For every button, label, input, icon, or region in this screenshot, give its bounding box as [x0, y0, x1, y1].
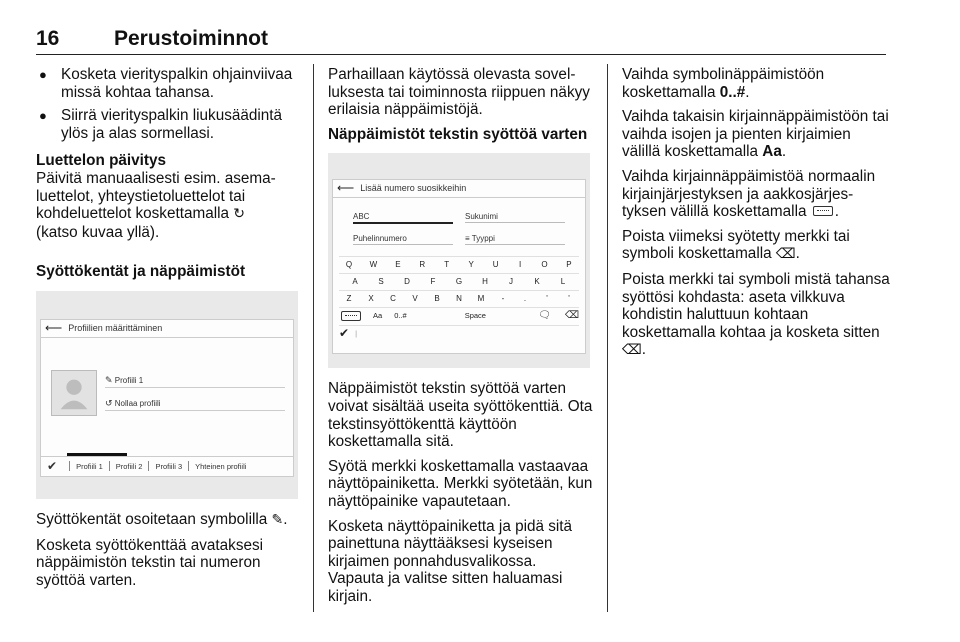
- tab: Yhteinen profiili: [195, 461, 247, 471]
- check-icon: ✔: [47, 458, 58, 473]
- screen-titlebar: [333, 180, 585, 198]
- paragraph: Vaihda kirjainnäppäimistöä normaalin kirjainjärjestyksen ja aakkosjärjestyksen välillä koskettamalla .: [622, 167, 876, 221]
- keyboard-key: C: [390, 294, 396, 304]
- text: Päivitä manuaalisesti esim. asemaluettelot, yhteystietoluettelot tai kohdeluettelot koskettamalla: [36, 169, 276, 223]
- paragraph: Parhaillaan käytössä olevasta sovelluksesta tai toiminnosta riippuen näkyy erilaisia näppäimistöjä.: [328, 66, 590, 119]
- section-heading: Näppäimistöt tekstin syöttöä varten: [328, 125, 588, 143]
- page-header: [36, 27, 886, 55]
- key-row-1: [339, 256, 579, 272]
- keyboard-key: H: [482, 277, 488, 287]
- keyboard-key: A: [352, 277, 358, 287]
- text: Vaihda takaisin kirjainnäppäimistöön tai vaihda isojen ja pienten kirjaimien välillä koskettamalla: [622, 108, 889, 161]
- section-heading: Luettelon päivitys: [36, 152, 167, 170]
- case-key-label: Aa: [762, 143, 782, 161]
- screen-title: Lisää numero suosikkeihin: [360, 183, 467, 194]
- keyboard-key: Q: [345, 260, 353, 270]
- symbol-key-label: 0..#: [719, 83, 746, 101]
- keyboard-key: ': [568, 294, 570, 304]
- backspace-icon: ⌫: [622, 342, 642, 359]
- keyboard-key: M: [477, 294, 485, 304]
- keyboard-screenshot: [328, 153, 590, 368]
- avatar-icon: [51, 370, 97, 416]
- refresh-icon: ↻: [233, 206, 246, 223]
- keyboard-key: D: [404, 277, 410, 287]
- backspace-icon: ⌫: [775, 246, 796, 263]
- paragraph: Poista viimeksi syötetty merkki tai symboli koskettamalla ⌫.: [622, 227, 850, 263]
- keyboard-key: N: [456, 294, 462, 304]
- keyboard-key: Z: [346, 294, 352, 304]
- keyboard-key: I: [518, 260, 522, 270]
- text: Poista viimeksi syötetty merkki tai symboli koskettamalla: [622, 227, 850, 263]
- keyboard-key: F: [430, 277, 436, 287]
- type-icon: ≡: [465, 234, 470, 244]
- field-underline: [353, 244, 453, 245]
- paragraph: Syötä merkki koskettamalla vastaavaa näyttöpainiketta. Merkki syötetään, kun näyttöpainike vapautetaan.: [328, 457, 593, 510]
- case-key: Aa: [373, 311, 383, 321]
- section-heading: Syöttökentät ja näppäimistöt: [36, 263, 246, 281]
- keyboard-key: -: [501, 294, 505, 304]
- text: Poista merkki tai symboli mistä tahansa syöttösi kohdasta: aseta vilkkuva kohdistin haluttuun kohtaan koskettamalla kohtaa ja kosketa sitten: [622, 270, 890, 341]
- reset-label: Nollaa profiili: [114, 398, 161, 408]
- keyboard-key: J: [509, 277, 513, 287]
- keyboard-icon: [341, 311, 361, 321]
- function-key-row: [339, 307, 579, 323]
- divider: [105, 387, 285, 388]
- column-1: [36, 66, 298, 596]
- paragraph: Poista merkki tai symboli mistä tahansa syöttösi kohdasta: aseta vilkkuva kohdistin haluttuun kohtaan koskettamalla kohtaa ja kosketa sitten ⌫.: [622, 270, 890, 359]
- keyboard-key: R: [419, 260, 426, 270]
- tab: Profiili 2: [115, 461, 143, 471]
- tab: Profiili 3: [155, 461, 183, 471]
- keyboard-key: S: [378, 277, 384, 287]
- field-underline: [353, 222, 453, 224]
- cursor-icon: |: [355, 329, 358, 339]
- paragraph: Kosketa syöttökenttää avataksesi näppäimistön tekstin tai numeron syöttöä varten.: [36, 536, 264, 589]
- keyboard-key: X: [368, 294, 374, 304]
- pencil-icon: ✎: [271, 511, 284, 528]
- pencil-icon: ✎: [105, 375, 113, 386]
- column-3: [622, 66, 892, 367]
- text: (katso kuvaa yllä).: [36, 223, 160, 241]
- keyboard-key: B: [434, 294, 440, 304]
- column-divider: [607, 64, 608, 612]
- paragraph: Vaihda takaisin kirjainnäppäimistöön tai vaihda isojen ja pienten kirjaimien välillä koskettamalla Aa.: [622, 108, 889, 161]
- profile-screenshot: [36, 291, 298, 499]
- space-key: Space: [464, 311, 486, 321]
- list-item: ● Siirrä vierityspalkin liukusäädintä ylös ja alas sormellasi.: [36, 107, 298, 142]
- column-divider: [313, 64, 314, 612]
- keyboard-key: U: [492, 260, 499, 270]
- column-2: [328, 66, 594, 613]
- field-underline: [465, 244, 565, 245]
- screen-panel: [40, 319, 294, 477]
- keyboard-key: .: [523, 294, 527, 304]
- keyboard-key: O: [541, 260, 548, 270]
- screen-panel: [332, 179, 586, 354]
- field-value: ABC: [353, 212, 370, 222]
- keyboard-key: W: [369, 260, 378, 270]
- paragraph: Vaihda symbolinäppäimistöön koskettamalla 0..#.: [622, 66, 825, 101]
- confirm-row: [339, 325, 579, 341]
- keyboard-key: T: [444, 260, 450, 270]
- keyboard-key: L: [560, 277, 566, 287]
- keyboard-key: G: [455, 277, 463, 287]
- symbol-key: 0..#: [394, 311, 407, 321]
- keyboard-key: K: [534, 277, 540, 287]
- keyboard-icon: [813, 206, 833, 216]
- reset-icon: ↺: [105, 398, 113, 409]
- divider: [105, 410, 285, 411]
- check-icon: ✔: [339, 326, 350, 341]
- text: Syöttökentät osoitetaan symbolilla: [36, 510, 268, 528]
- keyboard-key: Y: [468, 260, 474, 270]
- back-arrow-icon: ⟵: [337, 181, 355, 196]
- backspace-icon: ⌫: [564, 310, 579, 322]
- field-label: Sukunimi: [465, 212, 498, 222]
- tab: Profiili 1: [76, 461, 103, 471]
- keyboard-key: P: [566, 260, 572, 270]
- paragraph: [36, 170, 298, 241]
- field-label: Puhelinnumero: [353, 234, 407, 244]
- tab-bar: [41, 456, 293, 476]
- speech-icon: 🗨: [538, 310, 551, 322]
- paragraph: Kosketa näyttöpainiketta ja pidä sitä painettuna näyttääksesi kyseisen kirjaimen ponnahdusvalikossa. Vapauta ja valitse sitten haluamasi kirjain.: [328, 517, 573, 605]
- key-row-2: [339, 273, 579, 289]
- keyboard-key: E: [395, 260, 401, 270]
- list-item: ● Kosketa vierityspalkin ohjainviivaa missä kohtaa tahansa.: [36, 66, 298, 101]
- field-underline: [465, 222, 565, 223]
- back-arrow-icon: ⟵: [45, 320, 63, 335]
- keyboard-key: V: [412, 294, 418, 304]
- paragraph: Syöttökentät osoitetaan symbolilla ✎.: [36, 510, 288, 528]
- paragraph: Näppäimistöt tekstin syöttöä varten voivat sisältää useita syöttökenttiä. Ota tekstinsyöttökenttä käyttöön koskettamalla sitä.: [328, 380, 593, 451]
- bullet-list: [36, 66, 298, 142]
- text: Vaihda symbolinäppäimistöön koskettamalla: [622, 66, 825, 101]
- screen-titlebar: [41, 320, 293, 338]
- key-row-3: [339, 290, 579, 306]
- screen-title: Profiilien määrittäminen: [68, 322, 163, 333]
- text: Vaihda kirjainnäppäimistöä normaalin kirjainjärjestyksen ja aakkosjärjestyksen välillä koskettamalla: [622, 167, 876, 221]
- page-number: 16: [36, 27, 60, 50]
- keyboard-key: ': [546, 294, 548, 304]
- field-label: Tyyppi: [471, 234, 495, 244]
- page-title: Perustoiminnot: [114, 27, 269, 50]
- profile-name: Profiili 1: [114, 375, 144, 385]
